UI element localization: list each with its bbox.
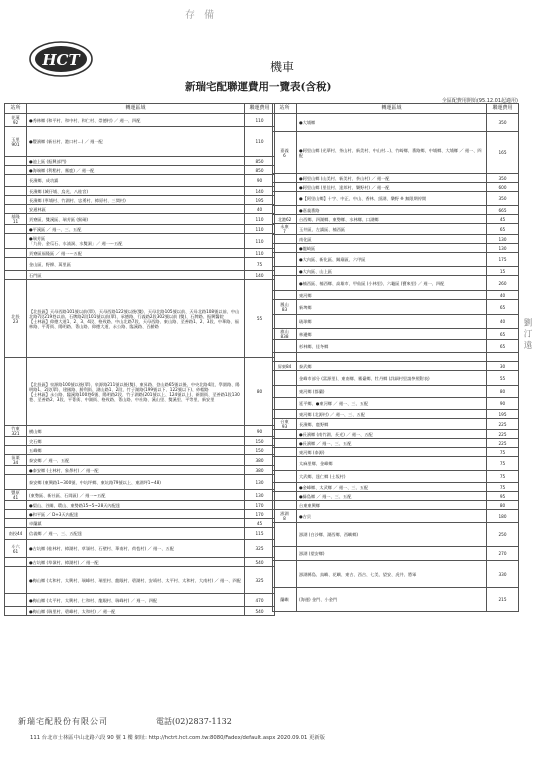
station-cell: 玉里 901 bbox=[5, 127, 27, 157]
table-row bbox=[5, 501, 275, 510]
page-title: 新瑞宅配聯運費用一覽表(含稅) bbox=[185, 81, 332, 93]
station-cell bbox=[5, 205, 27, 214]
area-cell: 東河鄉 (北源村) ／ 週一、三、五配 bbox=[297, 410, 487, 419]
price-cell: 380 bbox=[245, 466, 275, 475]
price-cell: 175 bbox=[487, 253, 519, 267]
station-cell bbox=[273, 267, 297, 276]
station-cell bbox=[273, 291, 297, 300]
price-cell: 110 bbox=[245, 249, 275, 258]
table-row bbox=[5, 519, 275, 528]
area-cell: ●梅山鄉 (太平村、太興村、仁和村、龍眼村、瑞峰村) ／ 週一、四配 bbox=[27, 594, 245, 607]
price-cell: 45 bbox=[487, 215, 519, 224]
station-cell bbox=[273, 183, 297, 192]
station-cell bbox=[5, 466, 27, 475]
station-cell bbox=[273, 276, 297, 291]
price-cell: 225 bbox=[487, 439, 519, 448]
station-cell bbox=[5, 446, 27, 455]
table-row bbox=[273, 276, 519, 291]
price-cell: 330 bbox=[487, 561, 519, 588]
area-cell: ●梅山鄉 (太和村、太興村、瑞峰村、瑞里村、龍眼村、碧湖村、安靖村、太平村、太和村、大南村) ／ 週一、四配 bbox=[27, 567, 245, 594]
price-cell: 75 bbox=[245, 258, 275, 271]
area-cell: ●吉貝 bbox=[297, 510, 487, 523]
table-row bbox=[5, 358, 275, 426]
station-cell bbox=[5, 519, 27, 528]
station-cell bbox=[273, 192, 297, 206]
price-cell: 325 bbox=[245, 567, 275, 594]
station-cell bbox=[5, 249, 27, 258]
table-row bbox=[273, 561, 519, 588]
price-cell: 80 bbox=[487, 501, 519, 510]
price-cell bbox=[487, 353, 519, 362]
table-row bbox=[5, 205, 275, 214]
area-cell: 卓蘭鎮 bbox=[27, 519, 245, 528]
station-cell bbox=[273, 174, 297, 183]
price-cell: 110 bbox=[245, 127, 275, 157]
area-cell: ●梅山鄉 (瑞里村、碧峰村、太和村) ／ 週一配 bbox=[27, 607, 245, 616]
station-cell bbox=[273, 410, 297, 419]
area-cell: ●瑞芳區 「九份、金瓜石、水湳洞、水雙洞」／ 週一～五配 bbox=[27, 234, 245, 249]
station-cell: 旗山 838 bbox=[273, 329, 297, 340]
area-cell: 東河鄉 bbox=[297, 291, 487, 300]
price-cell: 665 bbox=[487, 206, 519, 215]
area-cell: 大武鄉、達仁鄉 (土坂村) bbox=[297, 471, 487, 483]
table-row bbox=[273, 439, 519, 448]
price-cell: 150 bbox=[245, 437, 275, 446]
price-cell: 170 bbox=[245, 501, 275, 510]
price-cell: 80 bbox=[245, 358, 275, 426]
table-row bbox=[273, 300, 519, 315]
table-row bbox=[273, 588, 519, 612]
area-cell: 澎湖 (望安鄉) bbox=[297, 547, 487, 561]
price-cell: 30 bbox=[487, 362, 519, 371]
area-cell: ●梨山、谷關、環山、東勢路15~5~28天內配達 bbox=[27, 501, 245, 510]
area-cell: 太麻里鄉、金峰鄉 bbox=[297, 457, 487, 471]
price-cell: 45 bbox=[245, 519, 275, 528]
area-cell: 台西鄉、四湖鄉、東勢鄉、水林鄉、口湖鄉 bbox=[297, 215, 487, 224]
price-cell: 350 bbox=[487, 174, 519, 183]
brand-label: 機車 bbox=[270, 60, 295, 74]
table-row bbox=[5, 214, 275, 225]
area-cell: ●楠西區、楠西鄉、高雄市、甲仙區 (小林里)、六龜區 (寶來里) ／ 週一、四配 bbox=[297, 276, 487, 291]
station-cell bbox=[5, 234, 27, 249]
handwritten-note: 劉 汀 遠 bbox=[522, 318, 532, 349]
station-cell bbox=[5, 358, 27, 426]
area-cell: ●平溪區 ／ 週一、三、五配 bbox=[27, 225, 245, 234]
table-row bbox=[5, 280, 275, 358]
table-row bbox=[5, 567, 275, 594]
area-cell: 澎湖縣島、鳥嶼、花嶼、東吉、西吉、七美、望安、虎井、將軍 bbox=[297, 561, 487, 588]
area-cell: 新埤鄉 bbox=[297, 300, 487, 315]
station-cell bbox=[273, 340, 297, 353]
station-cell: 花蓮 92 bbox=[5, 114, 27, 127]
area-cell: ●阿里山鄉 (里佳村、達邦村、樂野村) ／ 週一配 bbox=[297, 183, 487, 192]
table-row bbox=[273, 492, 519, 501]
table-row bbox=[5, 475, 275, 490]
station-cell bbox=[273, 523, 297, 547]
area-cell: 尖石鄉 bbox=[27, 437, 245, 446]
table-row bbox=[5, 187, 275, 196]
station-cell bbox=[5, 166, 27, 175]
station-cell: 苗栗 34 bbox=[5, 455, 27, 466]
station-cell bbox=[5, 607, 27, 616]
table-row bbox=[5, 594, 275, 607]
price-cell: 470 bbox=[245, 594, 275, 607]
station-cell bbox=[273, 561, 297, 588]
station-cell: 北投 23 bbox=[5, 280, 27, 358]
station-cell bbox=[273, 235, 297, 244]
price-cell: 150 bbox=[245, 446, 275, 455]
price-cell: 55 bbox=[487, 371, 519, 386]
station-cell bbox=[5, 437, 27, 446]
area-cell: 東河鄉 (泰源) bbox=[297, 448, 487, 457]
table-row bbox=[273, 471, 519, 483]
station-cell bbox=[273, 114, 297, 132]
table-row bbox=[273, 244, 519, 253]
area-cell: 【北投區】泉源路100號以後(單)、泉源路211號以後(雙)、東昇路、登山路65號以後、中央北路4段、學園路、陽明路1、2段(單)、建國路、勝利街、湖山路1、2段、竹子湖路(199號以下、122號以下)、紗帽路 【士林區】永公路、臨溪路100巷6號、陽明路2段、竹子湖路(201號以上、124號以上)、新園街、至善路1段130巷、至善路2、3段、平菁街、中湖街、格致路、菁山路、中社路、溪山里、雙溪里、平等里、新安里 bbox=[27, 358, 245, 426]
area-cell: 琉球鄉 bbox=[297, 315, 487, 329]
price-cell: 165 bbox=[487, 132, 519, 174]
station-cell bbox=[273, 315, 297, 329]
area-cell bbox=[297, 353, 487, 362]
table-row bbox=[5, 510, 275, 519]
table-row bbox=[273, 291, 519, 300]
table-row bbox=[273, 206, 519, 215]
price-cell: 270 bbox=[487, 547, 519, 561]
area-cell: 長濱鄉 (城仔埔、烏光、八桂宮) bbox=[27, 187, 245, 196]
table-row bbox=[5, 249, 275, 258]
station-cell bbox=[5, 510, 27, 519]
station-cell bbox=[273, 547, 297, 561]
table-row bbox=[273, 362, 519, 371]
table-row bbox=[273, 398, 519, 410]
station-cell bbox=[273, 398, 297, 410]
table-row bbox=[273, 267, 519, 276]
station-cell bbox=[5, 501, 27, 510]
station-cell: 澎湖 8 bbox=[273, 510, 297, 523]
price-cell: 110 bbox=[245, 225, 275, 234]
station-cell: 豐原 41 bbox=[5, 490, 27, 501]
price-cell: 40 bbox=[487, 315, 519, 329]
area-cell: ●海端鄉 (利稻村、霧鹿) ／ 週一配 bbox=[27, 166, 245, 175]
price-cell: 75 bbox=[487, 471, 519, 483]
price-cell: 65 bbox=[487, 329, 519, 340]
area-cell: ●龍崎區 bbox=[297, 244, 487, 253]
station-cell bbox=[5, 187, 27, 196]
area-cell: (海運) 金門、小金門 bbox=[297, 588, 487, 612]
table-row bbox=[273, 192, 519, 206]
table-row bbox=[5, 114, 275, 127]
price-cell: 90 bbox=[245, 175, 275, 187]
station-cell: 鳳山 83 bbox=[273, 300, 297, 315]
table-row bbox=[5, 558, 275, 567]
area-cell: ●阿里山鄉 (山美村、新美村、茶山村) ／ 週一配 bbox=[297, 174, 487, 183]
svg-text:HCT: HCT bbox=[42, 51, 80, 69]
station-cell bbox=[5, 225, 27, 234]
station-cell bbox=[273, 371, 297, 386]
price-cell: 260 bbox=[487, 276, 519, 291]
area-cell: 泰安鄉 (東興路1~300號、中坑坪鄉、東坑路79號以上、東湖坪1~48) bbox=[27, 475, 245, 490]
table-row bbox=[5, 466, 275, 475]
table-row bbox=[273, 510, 519, 523]
station-cell bbox=[5, 196, 27, 205]
right-rate-table bbox=[272, 103, 519, 612]
area-cell: 貢寮區福隆區 ／ 週一～五配 bbox=[27, 249, 245, 258]
area-header: 轉運區域 bbox=[27, 104, 245, 114]
table-row bbox=[5, 455, 275, 466]
price-cell: 170 bbox=[245, 510, 275, 519]
price-header: 聯運費用 bbox=[245, 104, 275, 114]
table-row bbox=[273, 253, 519, 267]
station-cell: 斗六 61 bbox=[5, 540, 27, 558]
table-row bbox=[273, 340, 519, 353]
area-cell: ●豐濱鄉 (新社村、港口村…) ／ 週一配 bbox=[27, 127, 245, 157]
price-cell: 140 bbox=[245, 187, 275, 196]
station-cell bbox=[273, 353, 297, 362]
area-cell: (東勢區、新社區、石岡區) ／ 週一~五配 bbox=[27, 490, 245, 501]
station-cell bbox=[273, 386, 297, 398]
table-row bbox=[273, 483, 519, 492]
area-cell: 林邊鄉 bbox=[297, 329, 487, 340]
area-cell: 東河鄉 (都蘭) bbox=[297, 386, 487, 398]
area-cell: 石門區 bbox=[27, 271, 245, 280]
station-cell bbox=[273, 439, 297, 448]
area-cell: 南化區 bbox=[297, 235, 487, 244]
price-cell: 215 bbox=[487, 588, 519, 612]
station-cell bbox=[5, 475, 27, 490]
area-cell: ●和平區 ／ D+3天內配達 bbox=[27, 510, 245, 519]
price-cell: 110 bbox=[245, 114, 275, 127]
area-cell: ●大內區、新化區、關廟區、六甲區 bbox=[297, 253, 487, 267]
price-cell: 325 bbox=[245, 540, 275, 558]
table-row bbox=[5, 157, 275, 166]
area-header: 轉運區域 bbox=[297, 104, 487, 114]
table-row bbox=[273, 501, 519, 510]
price-cell: 65 bbox=[487, 224, 519, 235]
price-cell: 95 bbox=[487, 492, 519, 501]
area-cell: ●泰安鄉 (士林村、象鼻村) ／ 週一配 bbox=[27, 466, 245, 475]
area-cell: 泰安鄉 ／ 週一、五配 bbox=[27, 455, 245, 466]
table-row bbox=[273, 224, 519, 235]
table-row bbox=[5, 175, 275, 187]
station-cell bbox=[273, 457, 297, 471]
price-cell: 540 bbox=[245, 558, 275, 567]
area-cell: ●嘉義番路 bbox=[297, 206, 487, 215]
price-cell: 80 bbox=[487, 386, 519, 398]
table-row bbox=[5, 437, 275, 446]
table-row bbox=[5, 166, 275, 175]
area-cell: 橫山鄉 bbox=[27, 426, 245, 437]
area-cell: 【北投區】天母西路101號以前(單)、天母西路122號以後(雙)、天母北路105號以前、天母北路108號以前、中山北路7段219巷以前、石牌路2段101號以前(單)、承德路、行義路2段302號以前 (雙)、石牌路、振興醫院 【士林區】仰德大道1、2、3、4段、格致路、中山北路7段、天母西路、東山路、至善路1、2、3段、中華路、福林路、平菁街、陽明路、菁山路、仰德大道、永公路、臨溪路、百齡路 bbox=[27, 280, 245, 358]
table-row bbox=[5, 446, 275, 455]
area-cell: ●古坑鄉 (桂林村、樟湖村、草嶺村、石壁村、華南村、荷苞村) ／ 週一、五配 bbox=[27, 540, 245, 558]
price-cell: 115 bbox=[245, 528, 275, 540]
area-cell: 長濱鄉、鹿野鄉 bbox=[297, 419, 487, 430]
table-row bbox=[5, 540, 275, 558]
area-cell: ●長濱鄉 (南竹湖、長光) ／ 週一、五配 bbox=[297, 430, 487, 439]
scan-mark: 存 備 bbox=[185, 10, 218, 21]
table-row bbox=[273, 448, 519, 457]
price-cell: 75 bbox=[487, 448, 519, 457]
price-cell: 350 bbox=[487, 114, 519, 132]
table-row bbox=[5, 127, 275, 157]
price-cell: 130 bbox=[245, 475, 275, 490]
station-cell: 蘭嶼 bbox=[273, 588, 297, 612]
price-cell: 350 bbox=[487, 192, 519, 206]
area-cell: ●池上區 (振興部門) bbox=[27, 157, 245, 166]
price-cell: 130 bbox=[487, 244, 519, 253]
table-row bbox=[273, 386, 519, 398]
table-row bbox=[273, 215, 519, 224]
table-row bbox=[5, 234, 275, 249]
area-cell: 五峰鄉 bbox=[27, 446, 245, 455]
area-cell: 澎湖 (白沙鄉、湖西鄉、西嶼鄉) bbox=[297, 523, 487, 547]
area-cell: ●秀林鄉 (和平村、和中村、和仁村、崇德村) ／ 週一、四配 bbox=[27, 114, 245, 127]
area-cell: ●綠島鄉 ／ 週一、三、五配 bbox=[297, 492, 487, 501]
station-cell bbox=[273, 206, 297, 215]
station-cell bbox=[273, 501, 297, 510]
table-row bbox=[273, 353, 519, 362]
station-cell bbox=[273, 448, 297, 457]
station-cell: 嘉義 6 bbox=[273, 132, 297, 174]
area-cell: 金峰市部分 (富源里)、東南鄉、霧臺鄉、牡丹鄉 (詳細村里請參照附表) bbox=[297, 371, 487, 386]
price-cell: 195 bbox=[487, 410, 519, 419]
area-cell: 長濱鄉、成功鎮 bbox=[27, 175, 245, 187]
price-cell: 90 bbox=[245, 426, 275, 437]
table-row bbox=[5, 271, 275, 280]
station-cell: 南投44 bbox=[5, 528, 27, 540]
price-cell: 65 bbox=[487, 340, 519, 353]
price-cell: 250 bbox=[487, 523, 519, 547]
price-cell: 225 bbox=[487, 430, 519, 439]
station-cell: 基隆 11 bbox=[5, 214, 27, 225]
price-cell: 130 bbox=[487, 235, 519, 244]
station-cell bbox=[5, 594, 27, 607]
station-header: 站所 bbox=[5, 104, 27, 114]
area-cell: 杉林鄉、佳冬鄉 bbox=[297, 340, 487, 353]
price-cell: 40 bbox=[487, 291, 519, 300]
left-rate-table bbox=[4, 103, 275, 616]
table-row bbox=[5, 490, 275, 501]
station-cell bbox=[5, 558, 27, 567]
area-cell: ●【阿里山鄉】十字、中正、中山、香林、頂湖、樂野 ※ 無限期停開 bbox=[297, 192, 487, 206]
area-cell: 延平鄉、●東河鄉 ／ 週一、三、五配 bbox=[297, 398, 487, 410]
station-cell: 竹東 321 bbox=[5, 426, 27, 437]
area-cell: 信義鄉 ／ 週一、三、五配達 bbox=[27, 528, 245, 540]
table-row bbox=[273, 410, 519, 419]
station-cell: 台東 93 bbox=[273, 419, 297, 430]
table-row bbox=[5, 607, 275, 616]
price-cell: 130 bbox=[245, 490, 275, 501]
station-cell: 永康 7 bbox=[273, 224, 297, 235]
station-cell bbox=[5, 258, 27, 271]
price-cell: 180 bbox=[487, 510, 519, 523]
area-cell: 台東東興鄉 bbox=[297, 501, 487, 510]
station-header: 站所 bbox=[273, 104, 297, 114]
area-cell: ●大內區、山上區 bbox=[297, 267, 487, 276]
table-row bbox=[273, 457, 519, 471]
price-cell: 140 bbox=[245, 271, 275, 280]
station-cell bbox=[5, 175, 27, 187]
table-row bbox=[273, 547, 519, 561]
station-cell bbox=[273, 253, 297, 267]
price-cell: 850 bbox=[245, 157, 275, 166]
price-cell: 600 bbox=[487, 183, 519, 192]
price-cell: 850 bbox=[245, 166, 275, 175]
price-cell: 55 bbox=[245, 280, 275, 358]
footer-phone: 電話(02)2837-1132 bbox=[156, 717, 232, 726]
company-logo bbox=[28, 38, 94, 80]
price-cell: 195 bbox=[245, 196, 275, 205]
price-header: 聯運費用 bbox=[487, 104, 519, 114]
station-cell bbox=[273, 430, 297, 439]
area-cell: 金山區、野柳、萬里區 bbox=[27, 258, 245, 271]
table-row bbox=[5, 426, 275, 437]
area-cell: ●金峰鄉、太武鄉 ／ 週一、三、五配 bbox=[297, 483, 487, 492]
table-row bbox=[273, 315, 519, 329]
table-row bbox=[273, 430, 519, 439]
effective-date: 全區配費用開始(95.12.01起適用) bbox=[441, 98, 518, 104]
price-cell: 65 bbox=[487, 300, 519, 315]
price-cell: 110 bbox=[245, 234, 275, 249]
footer-address: 111 台北市士林區中山北路六段 90 號 1 樓 網址: http://hctrt.hct.com.tw:8080/Fadex/default.aspx 2020.09.01 更新版 bbox=[30, 735, 325, 741]
table-row bbox=[5, 258, 275, 271]
price-cell: 90 bbox=[487, 398, 519, 410]
table-row bbox=[273, 419, 519, 430]
table-row bbox=[273, 183, 519, 192]
table-row bbox=[273, 235, 519, 244]
table-row bbox=[273, 132, 519, 174]
price-cell: 110 bbox=[245, 214, 275, 225]
table-row bbox=[273, 114, 519, 132]
price-cell: 75 bbox=[487, 457, 519, 471]
table-row bbox=[273, 371, 519, 386]
area-cell: 泰武鄉 bbox=[297, 362, 487, 371]
price-cell: 15 bbox=[487, 267, 519, 276]
station-cell bbox=[5, 271, 27, 280]
station-cell bbox=[273, 471, 297, 483]
table-row bbox=[273, 329, 519, 340]
station-cell: 屏東84 bbox=[273, 362, 297, 371]
price-cell: 75 bbox=[487, 483, 519, 492]
station-cell bbox=[273, 483, 297, 492]
price-cell: 225 bbox=[487, 419, 519, 430]
table-row bbox=[5, 528, 275, 540]
table-row bbox=[273, 174, 519, 183]
area-cell: 玉井區、左鎮區、楠西區 bbox=[297, 224, 487, 235]
station-cell bbox=[5, 157, 27, 166]
price-cell: 380 bbox=[245, 455, 275, 466]
station-cell bbox=[273, 244, 297, 253]
area-cell: ●大埔鄉 bbox=[297, 114, 487, 132]
table-row bbox=[273, 523, 519, 547]
area-cell: ●阿里山鄉 (光華村、茶山村、新美村、中山村…)、竹崎鄉、番路鄉、中埔鄉、大埔鄉 ／ 週一、四配 bbox=[297, 132, 487, 174]
footer-company: 新瑞宅配股份有限公司 bbox=[18, 717, 108, 726]
station-cell bbox=[273, 492, 297, 501]
station-cell: 北港62 bbox=[273, 215, 297, 224]
area-cell: ●古坑鄉 (草嶺村、樟湖村) ／ 週一配 bbox=[27, 558, 245, 567]
price-cell: 540 bbox=[245, 607, 275, 616]
station-cell bbox=[5, 567, 27, 594]
price-cell: 40 bbox=[245, 205, 275, 214]
table-row bbox=[5, 196, 275, 205]
table-row bbox=[5, 225, 275, 234]
area-cell: 安通林區 bbox=[27, 205, 245, 214]
area-cell: 貢寮區、雙溪區、瑞芳區 (猴硐) bbox=[27, 214, 245, 225]
area-cell: ●長濱鄉 ／ 週一、三、五配 bbox=[297, 439, 487, 448]
area-cell: 長濱鄉 (寧埔村、竹湖村、忠勇村、樟原村、三間村) bbox=[27, 196, 245, 205]
